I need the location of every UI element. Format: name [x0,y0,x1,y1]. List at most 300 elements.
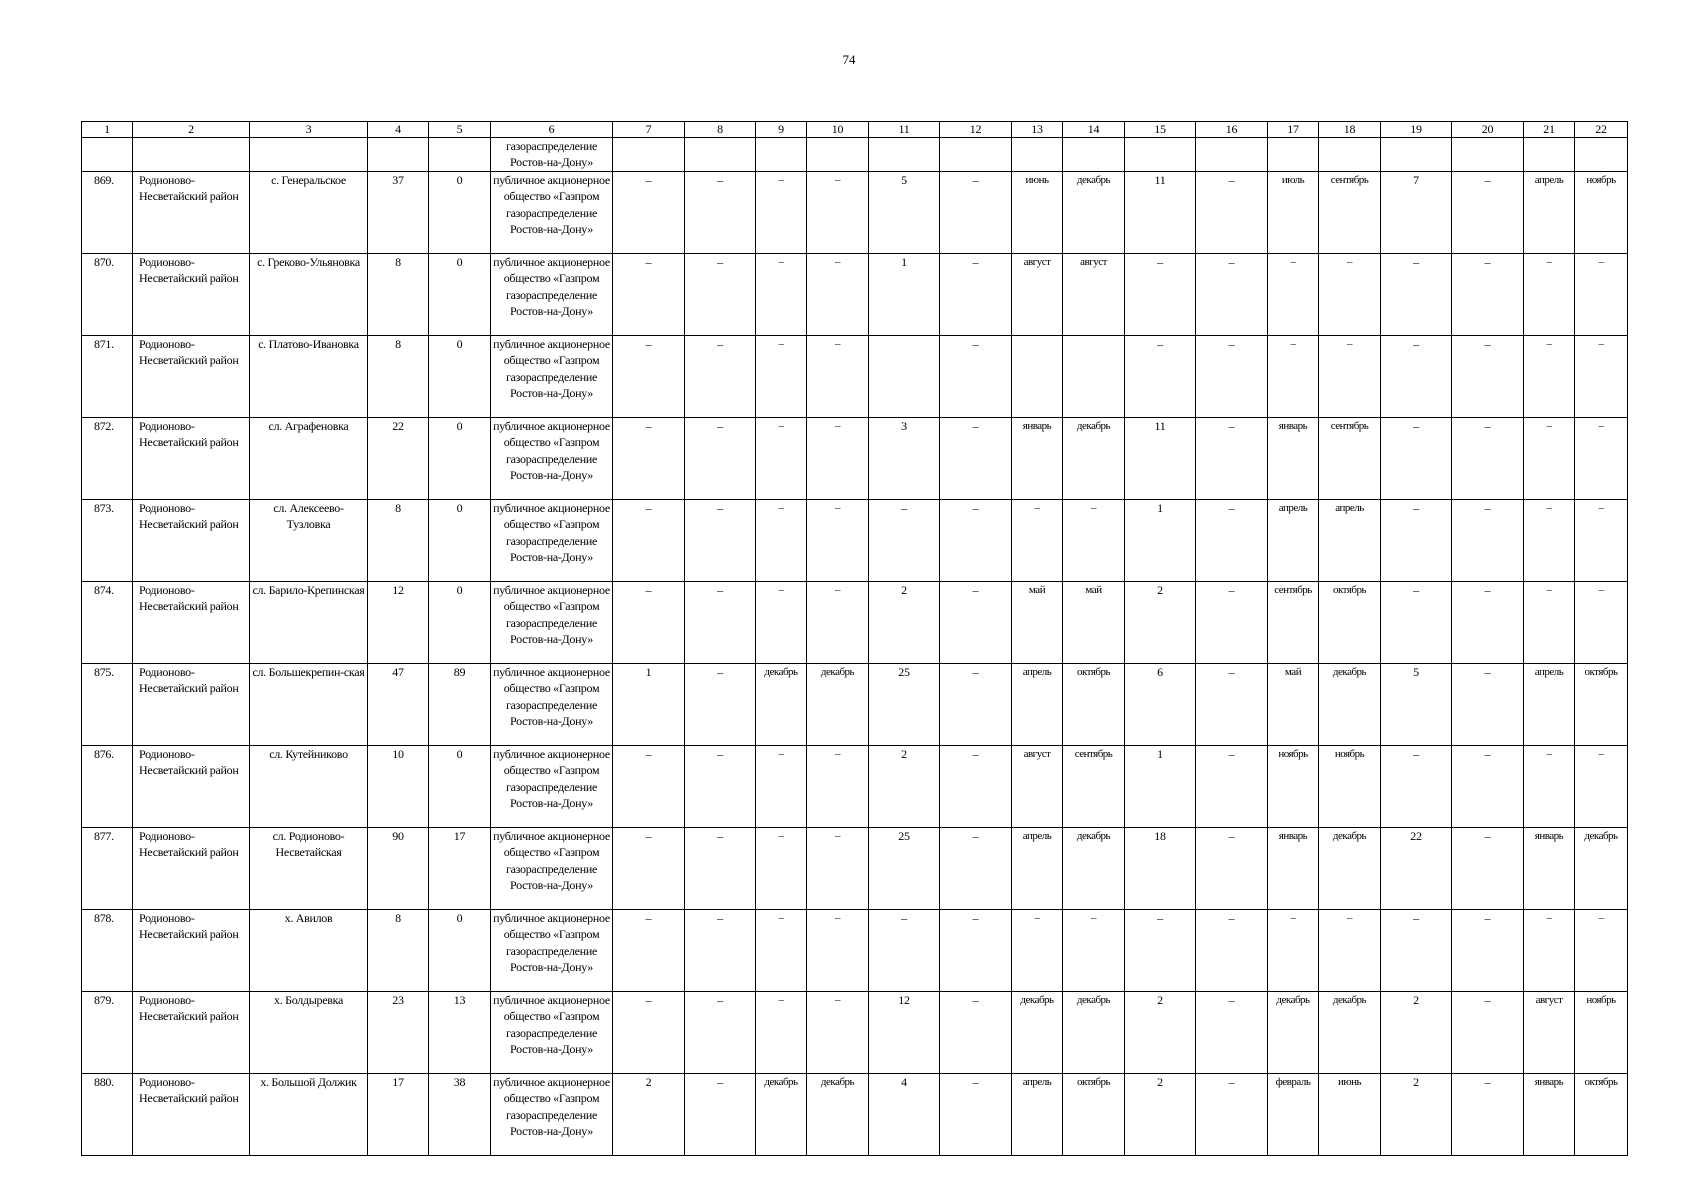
table-cell-col-15: – [1125,253,1196,335]
table-cell-col-18: – [1319,253,1381,335]
table-cell-col-9: – [756,171,807,253]
table-cell-col-17: май [1268,663,1319,745]
table-cell-col-22: ноябрь [1575,991,1628,1073]
table-cell-col-18: декабрь [1319,991,1381,1073]
table-cell-col-20: – [1452,171,1524,253]
table-cell-col-19: – [1381,909,1452,991]
table-row [82,991,1628,1073]
table-cell-col-16: – [1196,745,1268,827]
table-cell-col-12: – [940,1073,1012,1155]
table-cell-col-4: 12 [368,581,429,663]
table-cell-col-4: 8 [368,909,429,991]
table-cell-col-13: июнь [1012,171,1063,253]
table-cell-col-1: 876. [82,745,133,827]
table-cell-col-4: 8 [368,335,429,417]
table-cell-col-4: 4 [368,122,429,138]
table-cell-col-6: газораспределение Ростов-на-Дону» [491,138,613,172]
table-cell-col-11 [869,335,940,417]
table-cell-col-3: с. Греково-Ульяновка [250,253,368,335]
table-cell-col-19: – [1381,581,1452,663]
table-cell-col-10: – [807,745,869,827]
table-cell-col-18: сентябрь [1319,417,1381,499]
table-cell-col-12: – [940,253,1012,335]
table-cell-col-18: октябрь [1319,581,1381,663]
table-cell-col-15: 11 [1125,417,1196,499]
table-cell-col-8: – [685,1073,756,1155]
table-cell-col-17 [1268,138,1319,172]
table-cell-col-2: Родионово-Несветайский район [133,745,250,827]
table-cell-col-10 [807,138,869,172]
table-cell-col-12: – [940,499,1012,581]
table-body [82,122,1628,1156]
table-cell-col-19: 2 [1381,1073,1452,1155]
table-cell-col-11: 25 [869,827,940,909]
table-cell-col-9: – [756,909,807,991]
table-cell-col-2: Родионово-Несветайский район [133,417,250,499]
table-cell-col-4: 17 [368,1073,429,1155]
table-cell-col-17: январь [1268,417,1319,499]
table-cell-col-20: – [1452,417,1524,499]
table-cell-col-15 [1125,138,1196,172]
table-cell-col-11: 4 [869,1073,940,1155]
table-cell-col-2: Родионово-Несветайский район [133,171,250,253]
table-row [82,1073,1628,1155]
table-cell-col-21: – [1524,581,1575,663]
table-cell-col-7 [613,138,685,172]
table-cell-col-5: 89 [429,663,491,745]
table-cell-col-21: апрель [1524,171,1575,253]
table-cell-col-3: с. Генеральское [250,171,368,253]
table-cell-col-21: январь [1524,1073,1575,1155]
table-cell-col-3: сл. Родионово-Несветайская [250,827,368,909]
table-cell-col-17: январь [1268,827,1319,909]
table-cell-col-5: 0 [429,499,491,581]
table-cell-col-5: 0 [429,417,491,499]
table-cell-col-22: – [1575,253,1628,335]
table-cell-col-22: октябрь [1575,663,1628,745]
table-cell-col-2: Родионово-Несветайский район [133,909,250,991]
table-cell-col-8: – [685,499,756,581]
table-cell-col-17: декабрь [1268,991,1319,1073]
table-cell-col-18 [1319,138,1381,172]
table-cell-col-7: – [613,745,685,827]
table-cell-col-18: июнь [1319,1073,1381,1155]
table-cell-col-6: публичное акционерное общество «Газпром газораспределение Ростов-на-Дону» [491,663,613,745]
table-row [82,909,1628,991]
table-cell-col-6: публичное акционерное общество «Газпром газораспределение Ростов-на-Дону» [491,1073,613,1155]
table-cell-col-8: – [685,335,756,417]
table-cell-col-6: публичное акционерное общество «Газпром газораспределение Ростов-на-Дону» [491,745,613,827]
table-cell-col-5: 38 [429,1073,491,1155]
table-cell-col-8: – [685,417,756,499]
table-cell-col-19: 7 [1381,171,1452,253]
table-cell-col-12: – [940,581,1012,663]
table-cell-col-22 [1575,138,1628,172]
table-cell-col-11: 25 [869,663,940,745]
table-cell-col-12: – [940,171,1012,253]
table-cell-col-20: – [1452,663,1524,745]
table-cell-col-20: – [1452,827,1524,909]
table-cell-col-4 [368,138,429,172]
table-cell-col-17: 17 [1268,122,1319,138]
table-cell-col-8: – [685,253,756,335]
table-cell-col-15: 2 [1125,581,1196,663]
table-cell-col-2: Родионово-Несветайский район [133,581,250,663]
table-cell-col-20: – [1452,909,1524,991]
table-cell-col-20: – [1452,991,1524,1073]
table-cell-col-14: октябрь [1063,663,1125,745]
table-cell-col-19: 5 [1381,663,1452,745]
table-cell-col-2: Родионово-Несветайский район [133,499,250,581]
table-cell-col-5: 13 [429,991,491,1073]
table-cell-col-3: х. Болдыревка [250,991,368,1073]
table-row [82,827,1628,909]
table-cell-col-4: 23 [368,991,429,1073]
table-cell-col-22: ноябрь [1575,171,1628,253]
table-cell-col-21: – [1524,253,1575,335]
table-cell-col-16: – [1196,581,1268,663]
table-row [82,417,1628,499]
table-cell-col-6: публичное акционерное общество «Газпром газораспределение Ростов-на-Дону» [491,253,613,335]
table-cell-col-14: декабрь [1063,417,1125,499]
table-cell-col-13 [1012,138,1063,172]
table-cell-col-11: 1 [869,253,940,335]
table-cell-col-11: 2 [869,745,940,827]
table-cell-col-16: – [1196,499,1268,581]
table-cell-col-12: – [940,991,1012,1073]
table-cell-col-9: декабрь [756,663,807,745]
table-cell-col-22: 22 [1575,122,1628,138]
table-cell-col-21: январь [1524,827,1575,909]
table-cell-col-15: 2 [1125,991,1196,1073]
table-cell-col-15: 1 [1125,499,1196,581]
table-cell-col-6: публичное акционерное общество «Газпром газораспределение Ростов-на-Дону» [491,335,613,417]
column-number-header-row [82,122,1628,138]
table-cell-col-3: с. Платово-Ивановка [250,335,368,417]
table-cell-col-6: публичное акционерное общество «Газпром газораспределение Ростов-на-Дону» [491,417,613,499]
table-cell-col-14: декабрь [1063,991,1125,1073]
table-cell-col-13: – [1012,499,1063,581]
table-cell-col-9: – [756,499,807,581]
table-cell-col-9 [756,138,807,172]
table-row [82,499,1628,581]
table-cell-col-19: 22 [1381,827,1452,909]
table-cell-col-1: 873. [82,499,133,581]
table-cell-col-15: 6 [1125,663,1196,745]
continuation-row [82,138,1628,172]
table-cell-col-8: – [685,171,756,253]
table-cell-col-19: – [1381,499,1452,581]
table-row [82,745,1628,827]
table-cell-col-17: – [1268,335,1319,417]
table-cell-col-9: – [756,253,807,335]
table-cell-col-8: – [685,827,756,909]
page-number: 74 [842,52,856,67]
table-cell-col-6: публичное акционерное общество «Газпром газораспределение Ростов-на-Дону» [491,581,613,663]
table-cell-col-13: январь [1012,417,1063,499]
table-cell-col-10: декабрь [807,1073,869,1155]
table-cell-col-6: публичное акционерное общество «Газпром газораспределение Ростов-на-Дону» [491,991,613,1073]
table-cell-col-20: – [1452,253,1524,335]
table-cell-col-16: – [1196,417,1268,499]
table-cell-col-20: – [1452,1073,1524,1155]
table-cell-col-5: 0 [429,909,491,991]
table-cell-col-9: – [756,827,807,909]
table-cell-col-3: сл. Аграфеновка [250,417,368,499]
table-cell-col-18: – [1319,335,1381,417]
table-cell-col-18: декабрь [1319,827,1381,909]
table-cell-col-16: – [1196,991,1268,1073]
table-cell-col-13: май [1012,581,1063,663]
table-cell-col-15: 11 [1125,171,1196,253]
table-cell-col-9: – [756,581,807,663]
table-cell-col-7: 1 [613,663,685,745]
table-cell-col-9: – [756,991,807,1073]
gasification-schedule-table [81,121,1628,1156]
table-cell-col-11: 2 [869,581,940,663]
table-cell-col-12: – [940,335,1012,417]
table-cell-col-22: – [1575,581,1628,663]
table-cell-col-8 [685,138,756,172]
table-cell-col-18: 18 [1319,122,1381,138]
table-cell-col-14: декабрь [1063,171,1125,253]
table-cell-col-3: 3 [250,122,368,138]
table-cell-col-19: – [1381,745,1452,827]
table-cell-col-16: – [1196,171,1268,253]
table-cell-col-7: – [613,417,685,499]
table-cell-col-10: декабрь [807,663,869,745]
table-cell-col-16: – [1196,1073,1268,1155]
table-cell-col-9: – [756,745,807,827]
table-cell-col-11 [869,138,940,172]
table-cell-col-22: октябрь [1575,1073,1628,1155]
table-cell-col-16 [1196,138,1268,172]
table-cell-col-4: 8 [368,253,429,335]
table-cell-col-3: х. Авилов [250,909,368,991]
table-cell-col-9: 9 [756,122,807,138]
table-cell-col-9: – [756,417,807,499]
table-cell-col-13: апрель [1012,663,1063,745]
table-cell-col-10: – [807,499,869,581]
table-cell-col-21: август [1524,991,1575,1073]
table-cell-col-22: – [1575,745,1628,827]
table-cell-col-21 [1524,138,1575,172]
table-cell-col-14: – [1063,499,1125,581]
table-cell-col-4: 8 [368,499,429,581]
table-cell-col-2: Родионово-Несветайский район [133,1073,250,1155]
table-cell-col-1: 871. [82,335,133,417]
table-cell-col-20: – [1452,581,1524,663]
table-cell-col-22: – [1575,335,1628,417]
table-cell-col-7: – [613,827,685,909]
table-cell-col-14: октябрь [1063,1073,1125,1155]
table-cell-col-5: 0 [429,335,491,417]
table-cell-col-12: 12 [940,122,1012,138]
table-cell-col-1: 875. [82,663,133,745]
table-cell-col-11: 5 [869,171,940,253]
table-cell-col-13 [1012,335,1063,417]
table-cell-col-1: 869. [82,171,133,253]
table-cell-col-15: 1 [1125,745,1196,827]
table-cell-col-17: сентябрь [1268,581,1319,663]
table-cell-col-21: – [1524,745,1575,827]
table-cell-col-19: 2 [1381,991,1452,1073]
table-row [82,663,1628,745]
table-cell-col-14: август [1063,253,1125,335]
table-cell-col-21: 21 [1524,122,1575,138]
table-cell-col-11: 12 [869,991,940,1073]
table-cell-col-1: 880. [82,1073,133,1155]
table-cell-col-7: – [613,499,685,581]
table-cell-col-5: 0 [429,171,491,253]
table-cell-col-22: – [1575,909,1628,991]
table-cell-col-8: 8 [685,122,756,138]
table-cell-col-13: август [1012,745,1063,827]
table-cell-col-16: – [1196,335,1268,417]
table-cell-col-19: – [1381,253,1452,335]
table-cell-col-15: 2 [1125,1073,1196,1155]
table-cell-col-10: – [807,827,869,909]
table-cell-col-6: публичное акционерное общество «Газпром газораспределение Ростов-на-Дону» [491,827,613,909]
table-cell-col-10: – [807,171,869,253]
table-cell-col-1: 874. [82,581,133,663]
table-cell-col-2: Родионово-Несветайский район [133,827,250,909]
table-cell-col-17: ноябрь [1268,745,1319,827]
table-cell-col-5: 0 [429,745,491,827]
table-cell-col-4: 22 [368,417,429,499]
table-cell-col-11: – [869,499,940,581]
table-cell-col-21: – [1524,909,1575,991]
table-cell-col-10: – [807,335,869,417]
table-row [82,335,1628,417]
table-cell-col-7: – [613,991,685,1073]
table-row [82,581,1628,663]
table-cell-col-20 [1452,138,1524,172]
table-cell-col-18: апрель [1319,499,1381,581]
table-cell-col-10: – [807,991,869,1073]
table-cell-col-17: – [1268,253,1319,335]
table-cell-col-11: 3 [869,417,940,499]
table-cell-col-13: декабрь [1012,991,1063,1073]
table-cell-col-1: 877. [82,827,133,909]
table-cell-col-7: – [613,909,685,991]
table-cell-col-2: Родионово-Несветайский район [133,335,250,417]
table-cell-col-15: – [1125,335,1196,417]
table-cell-col-1: 878. [82,909,133,991]
table-cell-col-19: – [1381,417,1452,499]
table-cell-col-7: 7 [613,122,685,138]
table-cell-col-19: – [1381,335,1452,417]
table-cell-col-2: Родионово-Несветайский район [133,663,250,745]
table-cell-col-20: 20 [1452,122,1524,138]
table-cell-col-17: апрель [1268,499,1319,581]
table-cell-col-17: февраль [1268,1073,1319,1155]
table-cell-col-7: – [613,335,685,417]
table-cell-col-10: – [807,253,869,335]
table-cell-col-12: – [940,827,1012,909]
table-cell-col-12: – [940,663,1012,745]
table-cell-col-7: 2 [613,1073,685,1155]
table-cell-col-15: 15 [1125,122,1196,138]
table-cell-col-5: 5 [429,122,491,138]
table-cell-col-13: 13 [1012,122,1063,138]
table-cell-col-14 [1063,138,1125,172]
table-cell-col-12: – [940,417,1012,499]
table-cell-col-17: – [1268,909,1319,991]
table-cell-col-14: май [1063,581,1125,663]
table-cell-col-5: 0 [429,253,491,335]
table-cell-col-18: декабрь [1319,663,1381,745]
table-cell-col-21: – [1524,499,1575,581]
table-cell-col-21: – [1524,417,1575,499]
table-cell-col-4: 47 [368,663,429,745]
table-cell-col-6: 6 [491,122,613,138]
table-cell-col-10: 10 [807,122,869,138]
table-cell-col-10: – [807,909,869,991]
table-cell-col-18: ноябрь [1319,745,1381,827]
table-cell-col-13: – [1012,909,1063,991]
table-cell-col-13: апрель [1012,1073,1063,1155]
table-cell-col-3: сл. Барило-Крепинская [250,581,368,663]
table-cell-col-3: сл. Алексеево-Тузловка [250,499,368,581]
table-cell-col-8: – [685,745,756,827]
table-row [82,253,1628,335]
table-cell-col-7: – [613,253,685,335]
table-cell-col-22: – [1575,417,1628,499]
table-cell-col-12 [940,138,1012,172]
table-cell-col-6: публичное акционерное общество «Газпром газораспределение Ростов-на-Дону» [491,499,613,581]
table-cell-col-17: июль [1268,171,1319,253]
table-cell-col-3: х. Большой Должик [250,1073,368,1155]
table-cell-col-2: Родионово-Несветайский район [133,991,250,1073]
table-cell-col-4: 37 [368,171,429,253]
table-cell-col-22: декабрь [1575,827,1628,909]
table-cell-col-7: – [613,171,685,253]
table-cell-col-4: 10 [368,745,429,827]
table-cell-col-19: 19 [1381,122,1452,138]
table-cell-col-14: сентябрь [1063,745,1125,827]
table-cell-col-3: сл. Кутейниково [250,745,368,827]
table-cell-col-1: 879. [82,991,133,1073]
table-cell-col-21: – [1524,335,1575,417]
table-cell-col-18: – [1319,909,1381,991]
table-cell-col-2: Родионово-Несветайский район [133,253,250,335]
table-cell-col-11: – [869,909,940,991]
table-cell-col-5: 17 [429,827,491,909]
table-cell-col-1: 872. [82,417,133,499]
table-cell-col-8: – [685,909,756,991]
table-cell-col-12: – [940,745,1012,827]
table-cell-col-11: 11 [869,122,940,138]
table-cell-col-8: – [685,581,756,663]
table-cell-col-6: публичное акционерное общество «Газпром газораспределение Ростов-на-Дону» [491,909,613,991]
table-cell-col-10: – [807,581,869,663]
table-cell-col-14: – [1063,909,1125,991]
table-cell-col-16: – [1196,253,1268,335]
table-cell-col-6: публичное акционерное общество «Газпром газораспределение Ростов-на-Дону» [491,171,613,253]
table-cell-col-20: – [1452,499,1524,581]
table-cell-col-20: – [1452,335,1524,417]
table-cell-col-16: – [1196,909,1268,991]
table-cell-col-4: 90 [368,827,429,909]
table-cell-col-10: – [807,417,869,499]
table-cell-col-19 [1381,138,1452,172]
table-cell-col-9: – [756,335,807,417]
table-cell-col-18: сентябрь [1319,171,1381,253]
table-cell-col-8: – [685,991,756,1073]
table-cell-col-20: – [1452,745,1524,827]
table-cell-col-22: – [1575,499,1628,581]
